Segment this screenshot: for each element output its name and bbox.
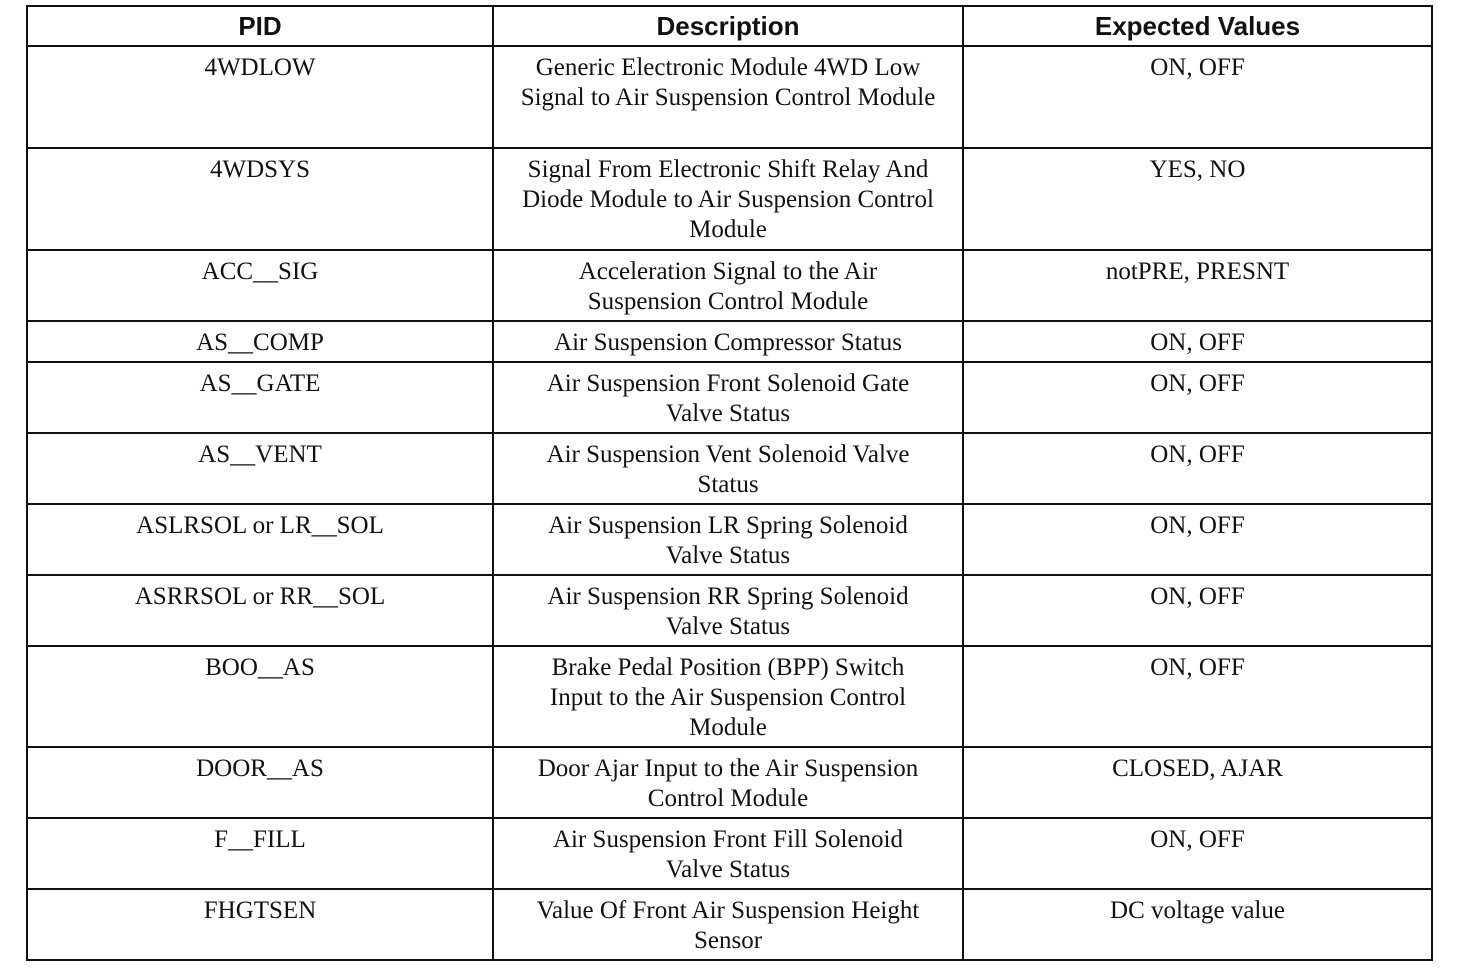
header-expected-values: Expected Values [963,6,1432,46]
expected-cell: ON, OFF [963,46,1432,148]
description-cell: Generic Electronic Module 4WD Low Signal to Air Suspension Control Module [493,46,963,148]
expected-cell: ON, OFF [963,818,1432,889]
pid-cell: ACC__SIG [27,250,493,321]
table-row [27,250,1432,321]
description-cell: Air Suspension LR Spring Solenoid Valve Status [493,504,963,575]
pid-table [26,5,1433,961]
table-row [27,433,1432,504]
table-row [27,646,1432,747]
pid-cell: ASRRSOL or RR__SOL [27,575,493,646]
description-cell: Door Ajar Input to the Air Suspension Control Module [493,747,963,818]
table-row [27,321,1432,362]
pid-cell: AS__VENT [27,433,493,504]
pid-cell: 4WDLOW [27,46,493,148]
header-description: Description [493,6,963,46]
expected-cell: ON, OFF [963,433,1432,504]
expected-cell: ON, OFF [963,362,1432,433]
table-row [27,889,1432,960]
expected-cell: YES, NO [963,148,1432,250]
pid-cell: 4WDSYS [27,148,493,250]
expected-cell: ON, OFF [963,504,1432,575]
pid-cell: F__FILL [27,818,493,889]
expected-cell: ON, OFF [963,575,1432,646]
description-cell: Signal From Electronic Shift Relay And Diode Module to Air Suspension Control Module [493,148,963,250]
pid-cell: ASLRSOL or LR__SOL [27,504,493,575]
pid-cell: AS__COMP [27,321,493,362]
expected-cell: notPRE, PRESNT [963,250,1432,321]
table-row [27,575,1432,646]
description-cell: Air Suspension Front Solenoid Gate Valve Status [493,362,963,433]
expected-cell: DC voltage value [963,889,1432,960]
description-cell: Air Suspension Vent Solenoid Valve Status [493,433,963,504]
expected-cell: ON, OFF [963,646,1432,747]
pid-cell: AS__GATE [27,362,493,433]
table-row [27,46,1432,148]
description-cell: Brake Pedal Position (BPP) Switch Input to the Air Suspension Control Module [493,646,963,747]
pid-cell: BOO__AS [27,646,493,747]
header-row [27,6,1432,46]
description-cell: Air Suspension Front Fill Solenoid Valve Status [493,818,963,889]
expected-cell: ON, OFF [963,321,1432,362]
table-row [27,148,1432,250]
table-row [27,504,1432,575]
pid-cell: FHGTSEN [27,889,493,960]
description-cell: Air Suspension RR Spring Solenoid Valve Status [493,575,963,646]
table-row [27,818,1432,889]
header-pid: PID [27,6,493,46]
table-row [27,747,1432,818]
description-cell: Value Of Front Air Suspension Height Sensor [493,889,963,960]
description-cell: Acceleration Signal to the Air Suspension Control Module [493,250,963,321]
expected-cell: CLOSED, AJAR [963,747,1432,818]
pid-cell: DOOR__AS [27,747,493,818]
table-row [27,362,1432,433]
description-cell: Air Suspension Compressor Status [493,321,963,362]
